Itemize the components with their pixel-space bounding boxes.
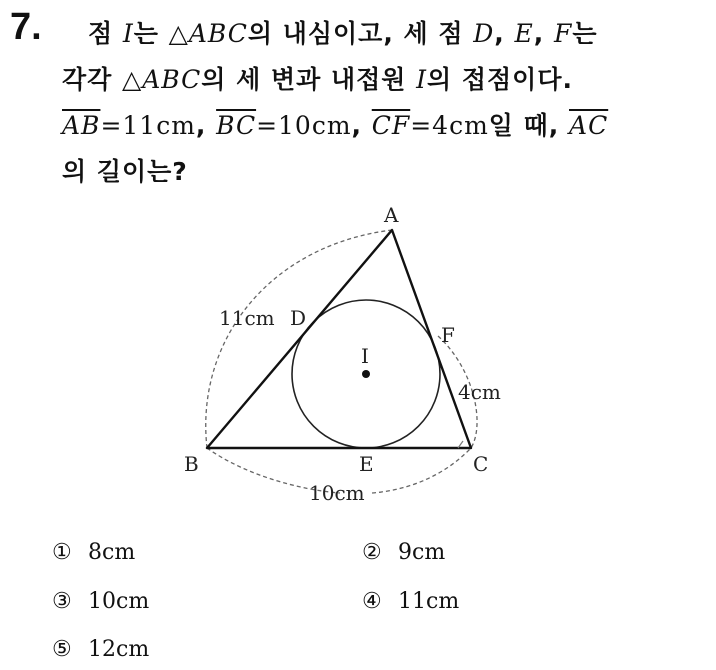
vertex-label-b: B [184, 452, 199, 476]
math-var: D [473, 19, 495, 48]
bc-measure-arc-right [372, 448, 471, 493]
segment-value: =10cm [256, 111, 352, 140]
separator: , [195, 111, 217, 140]
bc-length-label: 10cm [309, 481, 365, 505]
choice-mark: ⑤ [52, 637, 72, 662]
point-label-f: F [441, 323, 455, 347]
segment-bc: $\overline{BC}$ [216, 111, 257, 140]
segment-ab: $\overline{AB}$ [62, 111, 101, 140]
choice-4[interactable] [362, 589, 459, 614]
choice-5[interactable] [52, 637, 149, 662]
question-line-1 [88, 14, 597, 50]
text-fragment: 점 [88, 19, 123, 48]
point-label-d: D [290, 306, 307, 330]
point-label-e: E [359, 452, 374, 476]
triangle-incircle-figure [0, 190, 716, 510]
choice-3[interactable] [52, 589, 149, 614]
triangle-abc [207, 230, 471, 448]
incenter-label: I [361, 344, 369, 368]
math-var: I [416, 65, 428, 94]
text-fragment: , [533, 19, 554, 48]
choice-text: 11cm [398, 589, 460, 614]
math-var: E [514, 19, 534, 48]
choice-text: 9cm [398, 540, 446, 565]
text-fragment: , [494, 19, 515, 48]
question-line-4: 의 길이는? [62, 157, 188, 186]
vertex-label-a: A [384, 203, 399, 227]
question-number: 7. [10, 6, 42, 48]
segment-cf: $\overline{CF}$ [371, 111, 411, 140]
choice-1[interactable] [52, 540, 135, 565]
question-line-2 [62, 60, 573, 96]
choice-text: 10cm [88, 589, 150, 614]
choice-mark: ④ [362, 589, 382, 614]
vertex-label-c: C [473, 452, 489, 476]
text-fragment: 는 △ [133, 19, 189, 48]
segment-value: =11cm [100, 111, 196, 140]
segment-value: =4cm [410, 111, 489, 140]
math-var: ABC [142, 65, 202, 94]
choice-mark: ② [362, 540, 382, 565]
text-fragment: 의 접점이다. [427, 65, 573, 94]
incenter-point [362, 370, 370, 378]
cf-length-label: 4cm [458, 380, 501, 404]
choice-mark: ① [52, 540, 72, 565]
choice-mark: ③ [52, 589, 72, 614]
text-fragment: 각각 △ [62, 65, 143, 94]
text-fragment: 는 [572, 19, 598, 48]
text-fragment: 의 내심이고, 세 점 [247, 19, 474, 48]
choice-2[interactable] [362, 540, 445, 565]
text-fragment: 일 때, [488, 111, 570, 140]
text-fragment: 의 세 변과 내접원 [201, 65, 417, 94]
choice-text: 8cm [88, 540, 136, 565]
segment-ac: $\overline{AC}$ [569, 111, 609, 140]
question-line-3 [62, 106, 608, 142]
ab-length-label: 11cm [219, 306, 275, 330]
separator: , [351, 111, 372, 140]
math-var: I [122, 19, 134, 48]
math-var: F [553, 19, 573, 48]
math-var: ABC [188, 19, 248, 48]
choice-text: 12cm [88, 637, 150, 662]
